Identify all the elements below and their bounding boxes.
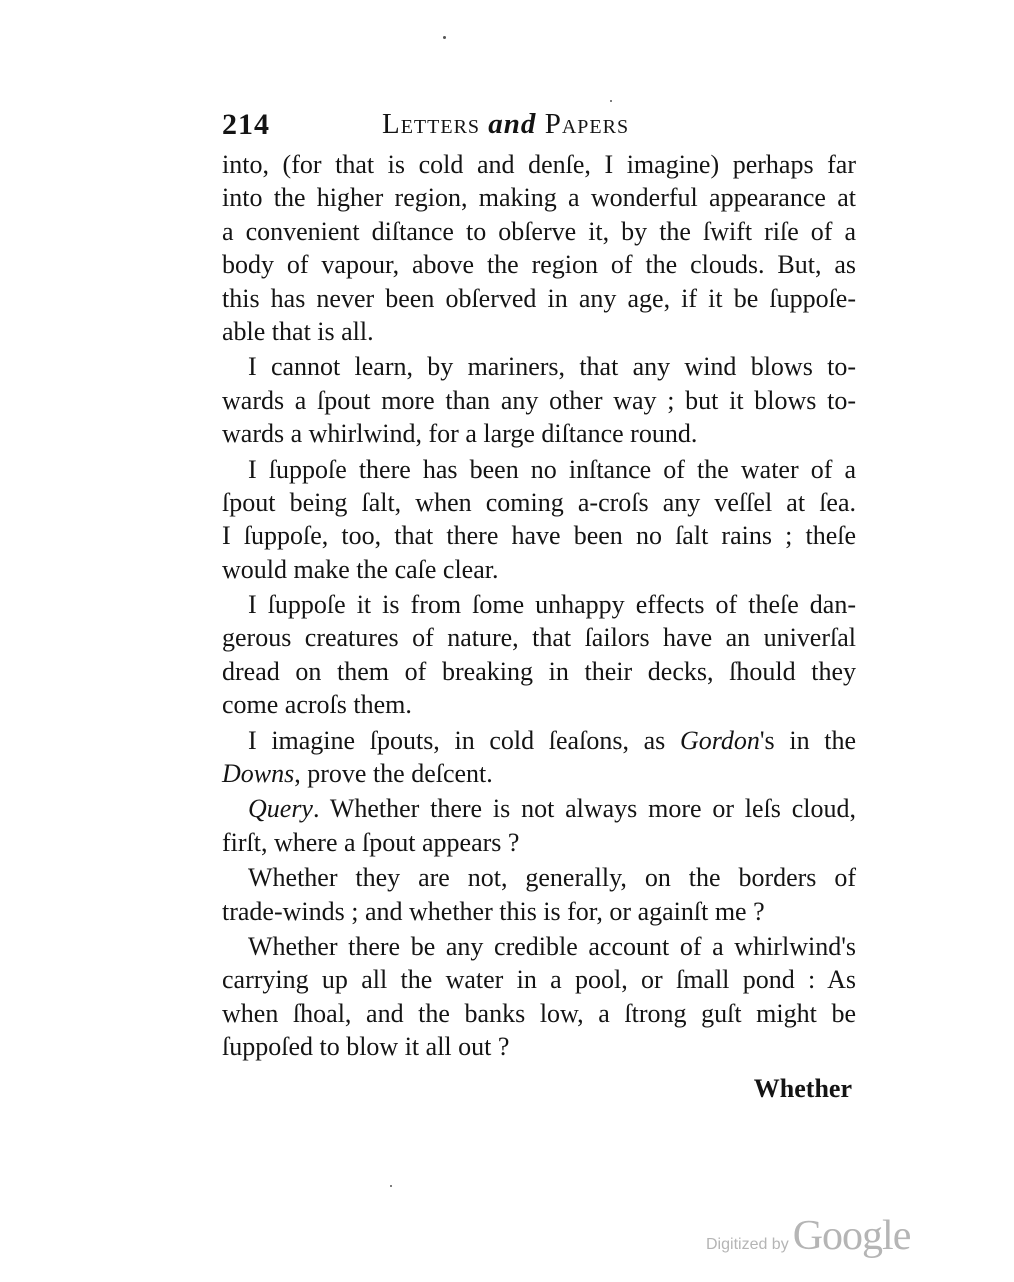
- text-line: I ſuppoſe, too, that there have been no ſalt rains ; theſe: [222, 521, 856, 551]
- text-line: Whether they are not, generally, on the borders of: [248, 863, 856, 893]
- text-line: into, (for that is cold and denſe, I imagine) perhaps far: [222, 150, 856, 179]
- scan-speck: [443, 36, 446, 39]
- text-line: a convenient diſtance to obſerve it, by the ſwift riſe of a: [222, 216, 856, 246]
- google-logo: Google: [792, 1213, 911, 1259]
- text-line: I ſuppoſe it is from ſome unhappy effects of theſe dan-: [248, 590, 856, 620]
- paragraph: [222, 861, 856, 928]
- text-line: ſuppoſed to blow it all out ?: [222, 1032, 510, 1062]
- text-line: ſpout being ſalt, when coming a-croſs any veſſel at ſea.: [222, 487, 856, 517]
- text-line: into the higher region, making a wonderful appearance at: [222, 183, 856, 213]
- paragraph: [222, 792, 856, 859]
- text-line: I imagine ſpouts, in cold ſeaſons, as Gordon's in the: [248, 725, 856, 755]
- text-line: firſt, where a ſpout appears ?: [222, 827, 520, 857]
- running-head-papers: Papers: [544, 108, 630, 140]
- italic-word: Query: [248, 794, 313, 824]
- text-line: wards a ſpout more than any other way ; but it blows to-: [222, 385, 856, 415]
- text-line: trade-winds ; and whether this is for, or againſt me ?: [222, 896, 765, 926]
- page-header: [222, 108, 854, 148]
- text-line: I cannot learn, by mariners, that any wind blows to-: [248, 352, 856, 382]
- paragraph: [222, 148, 856, 348]
- text-line: I ſuppoſe there has been no inſtance of the water of a: [248, 454, 856, 484]
- text-line: carrying up all the water in a pool, or ſmall pond : As: [222, 965, 856, 995]
- paragraph: [222, 724, 856, 791]
- italic-word: Gordon: [679, 725, 760, 755]
- running-head-and: and: [488, 108, 537, 140]
- running-head-letters: Letters: [382, 108, 481, 140]
- text-line: Downs, prove the deſcent.: [222, 759, 493, 789]
- text-line: Whether there be any credible account of a whirlwind's: [248, 931, 856, 961]
- text-line: this has never been obſerved in any age, if it be ſuppoſe-: [222, 283, 856, 313]
- running-head: [382, 108, 629, 141]
- scan-speck: [610, 100, 612, 102]
- page-body: [222, 148, 856, 1064]
- text-line: when ſhoal, and the banks low, a ſtrong guſt might be: [222, 998, 856, 1028]
- text-line: gerous creatures of nature, that ſailors have an univerſal: [222, 623, 856, 653]
- text-line: dread on them of breaking in their decks, ſhould they: [222, 656, 856, 686]
- italic-word: Downs: [222, 759, 295, 789]
- paragraph: [222, 930, 856, 1064]
- digitized-by-google-watermark: [706, 1212, 910, 1260]
- paragraph: [222, 350, 856, 450]
- paragraph: [222, 453, 856, 587]
- text-line: wards a whirlwind, for a large diſtance round.: [222, 419, 698, 449]
- text-line: body of vapour, above the region of the clouds. But, as: [222, 250, 856, 280]
- watermark-prefix: Digitized by: [706, 1236, 789, 1253]
- text-line: able that is all.: [222, 316, 374, 346]
- page-number: 214: [222, 108, 270, 141]
- scan-speck: [390, 1185, 392, 1187]
- text-line: Query. Whether there is not always more or leſs cloud,: [248, 794, 856, 824]
- text-line: come acroſs them.: [222, 690, 412, 720]
- paragraph: [222, 588, 856, 722]
- text-line: would make the caſe clear.: [222, 554, 499, 584]
- catchword: Whether: [753, 1074, 852, 1103]
